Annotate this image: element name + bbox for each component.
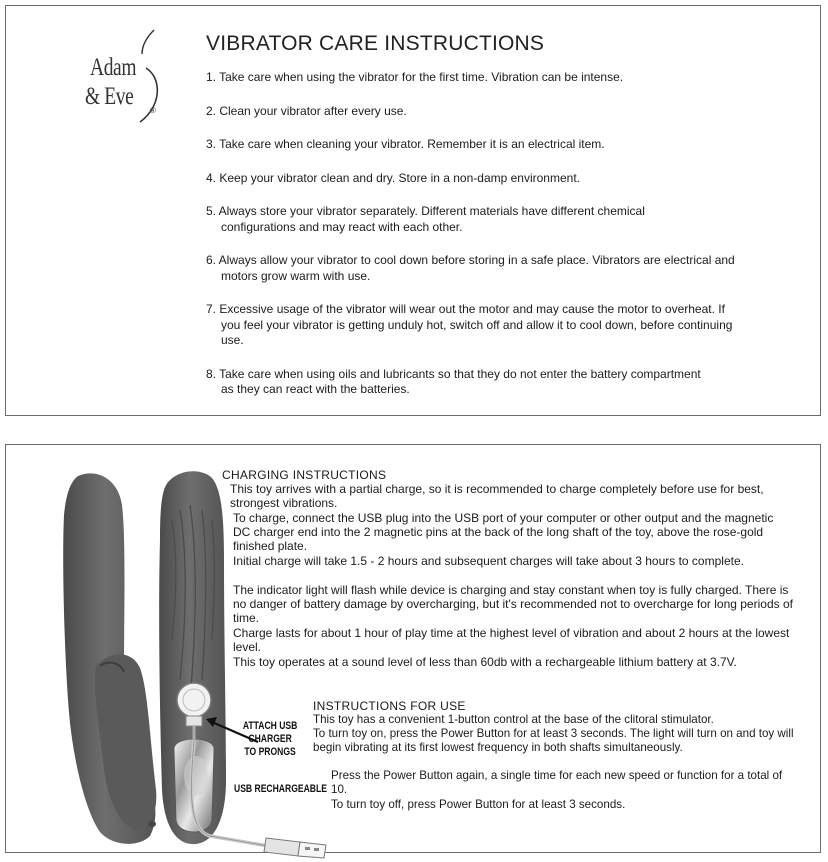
attach-usb-callout [235, 720, 305, 759]
usb-plug-icon [264, 838, 300, 856]
care-item: 2. Clean your vibrator after every use. [206, 103, 407, 118]
care-item: 5. Always store your vibrator separately. Different materials have different chemical configurations and may react with each other. [206, 204, 645, 234]
attach-line-1: ATTACH USB [242, 720, 298, 732]
logo-line-1: Adam [90, 54, 137, 81]
care-item: 6. Always allow your vibrator to cool down before storing in a safe place. Vibrators are electrical and motors grow warm with use. [206, 253, 735, 283]
use-paragraph: This toy has a convenient 1-button control at the base of the clitoral stimulator. [313, 713, 714, 726]
care-title: VIBRATOR CARE INSTRUCTIONS [206, 32, 545, 55]
use-title: INSTRUCTIONS FOR USE [313, 699, 466, 713]
care-item: 7. Excessive usage of the vibrator will wear out the motor and may cause the motor to overheat. If you feel your vibrator is getting unduly hot, switch off and allow it to cool down, before continuing use. [206, 302, 733, 347]
usb-rechargeable-label: USB RECHARGEABLE [234, 783, 327, 795]
logo-line-2: & Eve [85, 83, 134, 110]
charging-paragraph: To charge, connect the USB plug into the USB port of your computer or other output and the magnetic DC charger end into the 2 magnetic pins at the back of the long shaft of the toy, above the rose-gold finished plate. [233, 511, 774, 553]
charging-paragraph: This toy operates at a sound level of less than 60db with a rechargeable lithium battery at 3.7V. [233, 655, 737, 669]
charging-paragraph: The indicator light will flash while device is charging and stay constant when toy is fully charged. There is no danger of battery damage by overcharging, but it's recommended not to overcharge for long periods of time. [233, 583, 793, 625]
care-item: 4. Keep your vibrator clean and dry. Store in a non-damp environment. [206, 170, 580, 185]
vibrator-side-view [63, 473, 156, 844]
care-item: 1. Take care when using the vibrator for the first time. Vibration can be intense. [206, 70, 624, 84]
use-paragraph: To turn toy on, press the Power Button for at least 3 seconds. The light will turn on and toy will begin vibrating at its first lowest frequency in both shafts simultaneously. [313, 727, 794, 754]
attach-line-3: TO PRONGS [244, 746, 296, 758]
charging-paragraph: Charge lasts for about 1 hour of play time at the highest level of vibration and about 2 hours at the lowest level. [233, 626, 790, 654]
use-paragraph: To turn toy off, press Power Button for at least 3 seconds. [331, 798, 626, 811]
care-item: 8. Take care when using oils and lubricants so that they do not enter the battery compartment as they can react with the batteries. [206, 366, 701, 396]
care-item: 3. Take care when cleaning your vibrator. Remember it is an electrical item. [206, 137, 605, 151]
charging-paragraph: This toy arrives with a partial charge, so it is recommended to charge completely before use for best, strongest vibrations. [230, 482, 764, 510]
charging-title: CHARGING INSTRUCTIONS [222, 468, 387, 482]
attach-line-2: CHARGER [248, 733, 292, 745]
use-paragraph: Press the Power Button again, a single time for each new speed or function for a total of 10. [331, 769, 783, 796]
charging-paragraph: Initial charge will take 1.5 - 2 hours and subsequent charges will take about 3 hours to complete. [233, 554, 744, 568]
logo-registered-mark: ® [150, 106, 156, 115]
